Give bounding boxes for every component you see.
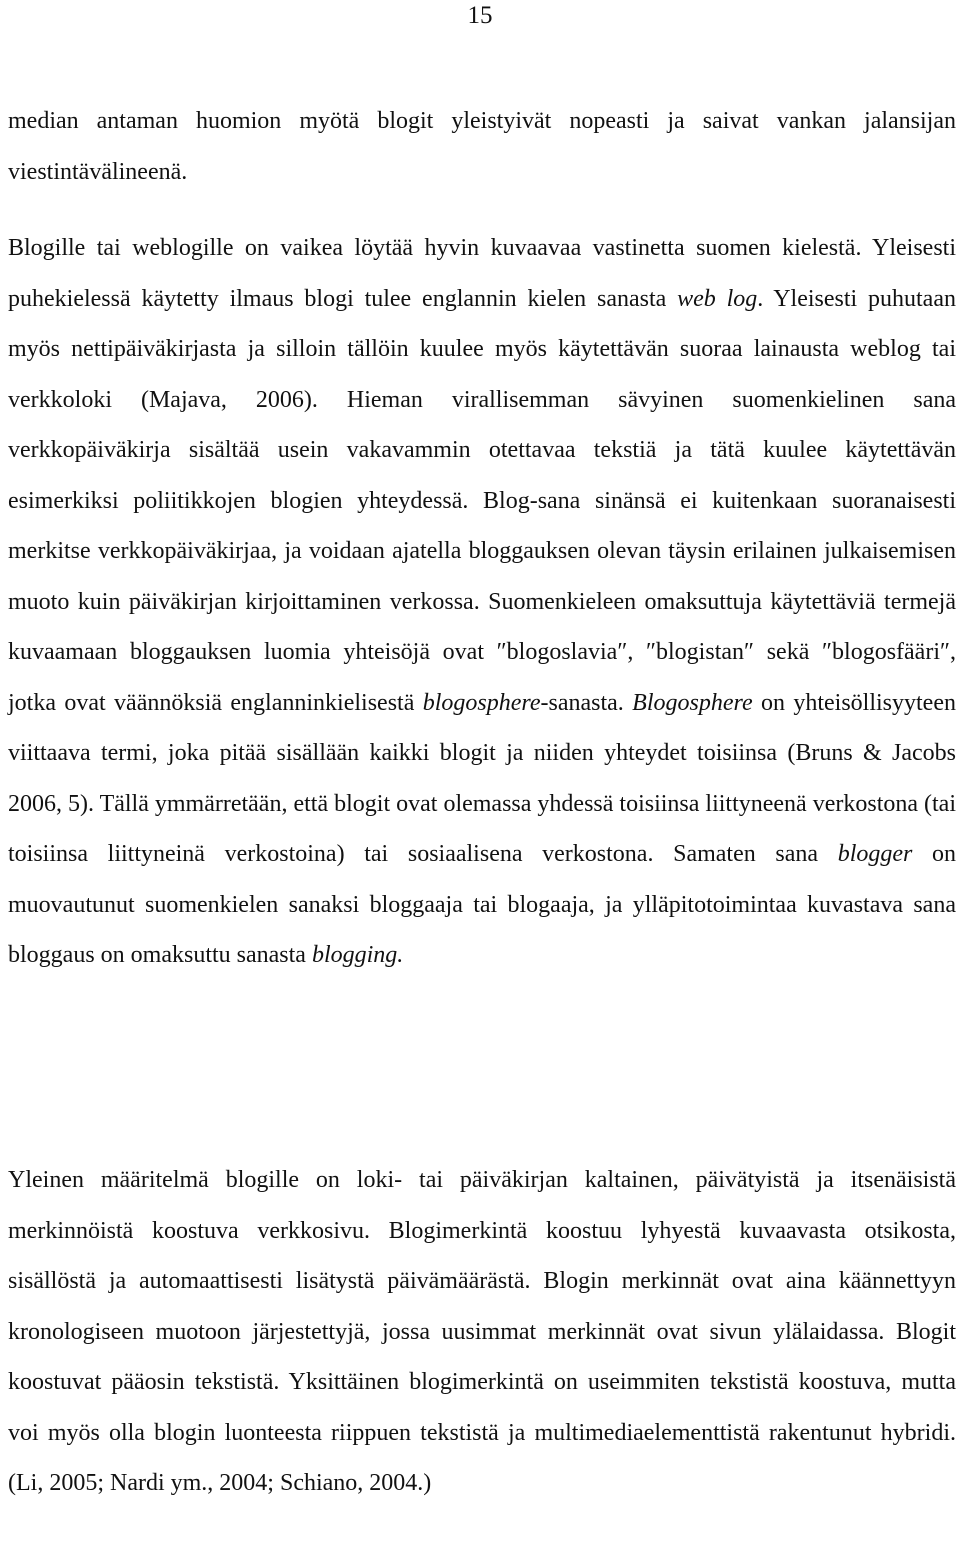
text-run: on yhteisöllisyyteen viittaava termi, joka pitää sisällään kaikki blogit ja niiden yhteydet toisiinsa (Bruns & Jacobs 2006, 5). Tällä ymmärretään, että blogit ovat olemassa yhdessä toisiinsa liittyneenä verkostona (tai toisiinsa liittyneinä verkostoina) tai sosiaalisena verkostona. Samaten sana — [8, 689, 956, 867]
text-run: on muovautunut suomenkielen sanaksi bloggaaja tai blogaaja, ja ylläpitotoimintaa kuvastava sana bloggaus on omaksuttu sanasta — [8, 841, 957, 968]
italic-term: Blogosphere — [632, 689, 753, 716]
paragraph-3 — [8, 1155, 956, 1509]
page-number: 15 — [467, 2, 493, 29]
italic-term: blogosphere — [422, 689, 541, 716]
text-run: Yleinen määritelmä blogille on loki- tai päiväkirjan kaltainen, päivätyistä ja itsenäisistä merkinnöistä koostuva verkkosivu. Blogimerkintä koostuu lyhyestä kuvaavasta otsikosta, sisällöstä ja automaattisesti lisätystä päivämäärästä. Blogin merkinnät ovat aina käännettyyn kronologiseen muotoon järjestettyjä, jossa uusimmat merkinnät ovat sivun ylälaidassa. Blogit koostuvat pääosin tekstistä. Yksittäinen blogimerkintä on useimmiten tekstistä koostuva, mutta voi myös olla blogin luonteesta riippuen tekstistä ja multimediaelementtistä rakentunut hybridi. (Li, 2005; Nardi ym., 2004; Schiano, 2004.) — [8, 1167, 956, 1496]
text-run: . Yleisesti puhutaan myös nettipäiväkirjasta ja silloin tällöin kuulee myös käytettävän suoraa lainausta weblog tai verkkoloki (Majava, 2006). Hieman virallisemman sävyinen suomenkielinen sana verkkopäiväkirja sisältää usein vakavammin otettavaa tekstiä ja tätä kuulee käytettävän esimerkiksi poliitikkojen blogien yhteydessä. Blog-sana sinänsä ei kuitenkaan suoranaisesti merkitse verkkopäiväkirjaa, ja voidaan ajatella bloggauksen olevan täysin erilainen julkaisemisen muoto kuin päiväkirjan kirjoittaminen verkossa. Suomenkieleen omaksuttuja käytettäviä termejä kuvaamaan bloggauksen luomia yhteisöjä ovat ″blogoslavia″, ″blogistan″ sekä ″blogosfääri″, jotka ovat väännöksiä englanninkielisestä — [8, 285, 956, 716]
text-run: Blogille tai weblogille on vaikea löytää hyvin kuvaavaa vastinetta suomen kielestä. Yleisesti puhekielessä käytetty ilmaus blogi tulee englannin kielen sanasta — [8, 235, 956, 312]
italic-term: blogger — [837, 841, 913, 867]
paragraph-2 — [8, 223, 956, 981]
text-run: median antaman huomion myötä blogit yleistyivät nopeasti ja saivat vankan jalansijan viestintävälineenä. — [8, 108, 956, 185]
paragraph-1 — [8, 96, 956, 197]
text-run: -sanasta. — [540, 689, 633, 716]
italic-term: blogging. — [311, 942, 404, 968]
italic-term: web log — [677, 285, 758, 312]
